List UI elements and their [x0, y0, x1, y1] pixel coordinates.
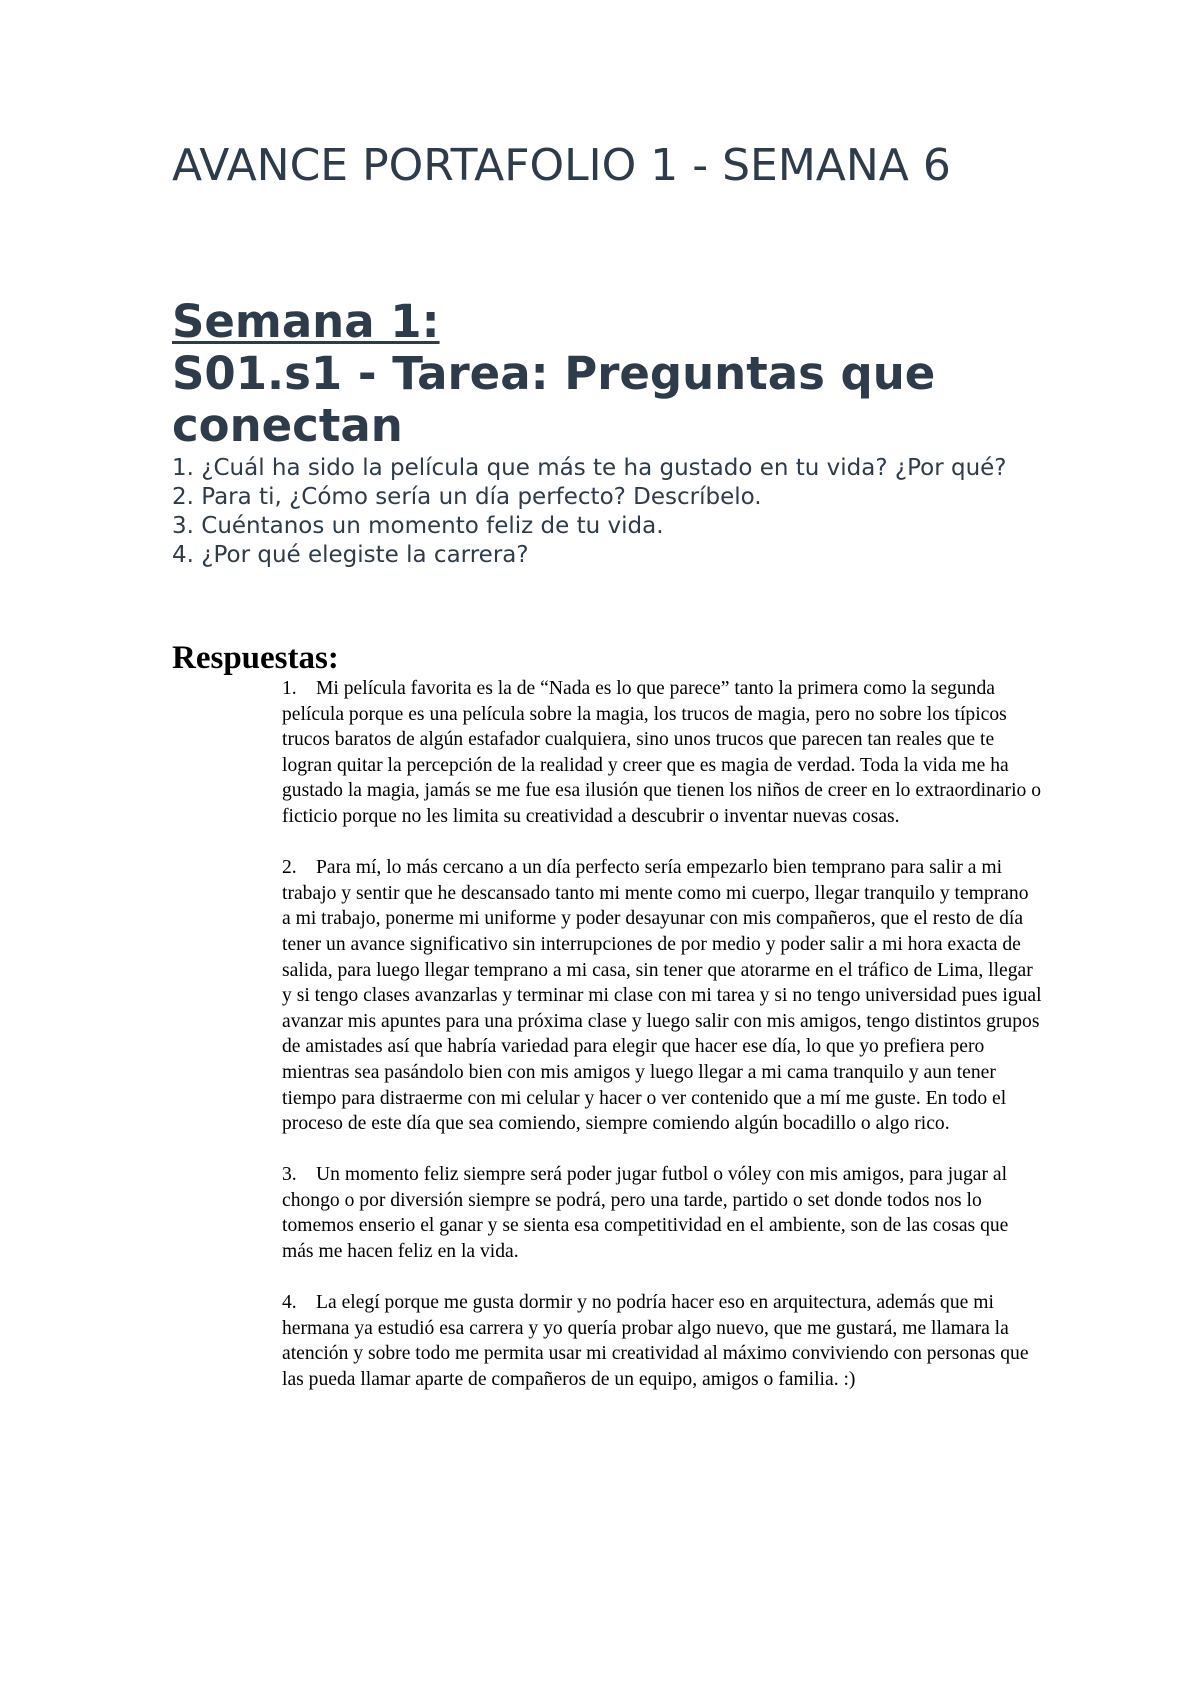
- answers-heading: Respuestas:: [172, 640, 339, 676]
- answer-number: 1.: [282, 678, 297, 699]
- answer-number: 3.: [282, 1164, 297, 1186]
- question-item: 2. Para ti, ¿Cómo sería un día perfecto? Descríbelo.: [172, 484, 762, 510]
- week-heading: [172, 296, 1052, 452]
- answer-item: [282, 676, 1042, 830]
- answer-text: Para mí, lo más cercano a un día perfecto sería empezarlo bien temprano para salir a mi trabajo y sentir que he descansado tanto mi mente como mi cuerpo, llegar tranquilo y temprano a mi trabajo, ponerme mi uniforme y poder desayunar con mis compañeros, que el resto de día tener un avance significativo sin interrupciones de por medio y poder salir a mi hora exacta de salida, para luego llegar temprano a mi casa, sin tener que atorarme en el tráfico de Lima, llegar y si tengo clases avanzarlas y terminar mi clase con mi tarea y si no tengo universidad pues igual avanzar mis apuntes para una próxima clase y luego salir con mis amigos, tengo distintos grupos de amistades así que habría variedad para elegir que hacer ese día, lo que yo prefiera pero mientras sea pasándolo bien con mis amigos y luego llegar a mi cama tranquilo y aun tener tiempo para distraerme con mi celular y hacer o ver contenido que a mí me guste. En todo el proceso de este día que sea comiendo, siempre comiendo algún bocadillo o algo rico.: [282, 857, 1042, 1135]
- answer-item: [282, 1290, 1042, 1392]
- question-item: 3. Cuéntanos un momento feliz de tu vida.: [172, 513, 664, 539]
- answer-text: Mi película favorita es la de “Nada es lo que parece” tanto la primera como la segunda película porque es una película sobre la magia, los trucos de magia, pero no sobre los típicos trucos baratos de algún estafador cualquiera, sino unos trucos que parecen tan reales que te logran quitar la percepción de la realidad y creer que es magia de verdad. Toda la vida me ha gustado la magia, jamás se me fue esa ilusión que tienen los niños de creer en lo extraordinario o ficticio porque no les limita su creatividad a descubrir o inventar nuevas cosas.: [282, 678, 1042, 827]
- document-title: AVANCE PORTAFOLIO 1 - SEMANA 6: [172, 140, 951, 191]
- questions-list: [172, 454, 1052, 570]
- week-section: [172, 296, 1052, 570]
- answer-number: 4.: [282, 1292, 297, 1314]
- answer-item: [282, 855, 1042, 1137]
- task-title: S01.s1 - Tarea: Preguntas que conectan: [172, 347, 936, 452]
- answers-list: [282, 676, 1042, 1418]
- answer-item: [282, 1162, 1042, 1264]
- week-label: Semana 1:: [172, 295, 440, 348]
- answer-text: Un momento feliz siempre será poder jugar futbol o vóley con mis amigos, para jugar al chongo o por diversión siempre se podrá, pero una tarde, partido o set donde todos nos lo tomemos enserio el ganar y se sienta esa competitividad en el ambiente, son de las cosas que más me hacen feliz en la vida.: [282, 1164, 1009, 1263]
- answer-text: La elegí porque me gusta dormir y no podría hacer eso en arquitectura, además que mi hermana ya estudió esa carrera y yo quería probar algo nuevo, que me gustará, me llamara la atención y sobre todo me permita usar mi creatividad al máximo conviviendo con personas que las pueda llamar aparte de compañeros de un equipo, amigos o familia. :): [282, 1292, 1029, 1391]
- answer-number: 2.: [282, 857, 297, 879]
- question-item: 4. ¿Por qué elegiste la carrera?: [172, 542, 529, 568]
- question-item: 1. ¿Cuál ha sido la película que más te ha gustado en tu vida? ¿Por qué?: [172, 455, 1007, 481]
